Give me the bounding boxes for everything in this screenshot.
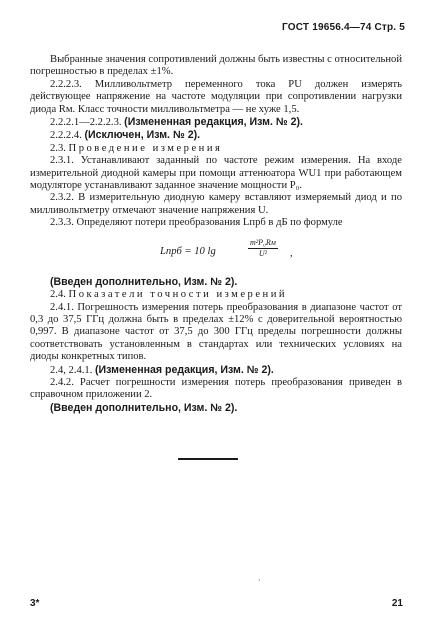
paragraph: 2.3.3. Определяют потери преобразования Lпрб в дБ по формуле <box>50 217 343 229</box>
section-heading <box>30 143 402 155</box>
amendment-note: (Измененная редакция, Изм. № 2). <box>95 363 274 376</box>
formula-fraction <box>248 238 278 259</box>
clause-number: 2.4, 2.4.1. <box>50 364 93 376</box>
footer-signature-mark: 3* <box>30 598 40 609</box>
paragraph <box>30 276 402 289</box>
amendment-note: (Введен дополнительно, Изм. № 2). <box>50 275 238 288</box>
paragraph <box>30 364 402 377</box>
amendment-note: (Исключен, Изм. № 2). <box>84 129 201 142</box>
formula-lhs: Lпрб = 10 lg <box>160 245 216 257</box>
amendment-note: (Введен дополнительно, Изм. № 2). <box>50 401 238 414</box>
section-divider <box>178 458 238 460</box>
document-body <box>30 54 402 415</box>
paragraph: Выбранные значения сопротивлений должны быть известны с относительной погрешностью в пределах ±1%. <box>30 54 402 78</box>
paragraph: 2.4.2. Расчет погрешности измерения потерь преобразования приведен в справочном приложении 2. <box>30 376 402 401</box>
paragraph: 2.3.2. В измерительную диодную камеру вставляют измеряемый диод и по милливольтметру отмечают значение напряжения U. <box>30 192 402 216</box>
paragraph <box>30 402 402 415</box>
paragraph <box>30 129 402 142</box>
formula-numerator: m²P₀Rм <box>250 237 276 247</box>
formula-denominator: U² <box>258 248 268 258</box>
section-title: Показатели точности измерений <box>68 289 288 301</box>
paragraph: 2.4.1. Погрешность измерения потерь преобразования в диапазоне частот от 0,3 до 37,5 ГГц должна быть в пределах ±12% с доверительной вероятностью 0,997. В диапазоне частот от 37,5 до 300 ГГц пределы погрешности должны соответствовать установленным в стандартах или технических условиях на диоды конкретных типов. <box>30 301 402 363</box>
formula <box>30 234 402 270</box>
amendment-note: (Измененная редакция, Изм. № 2). <box>124 116 303 129</box>
section-number: 2.3. <box>50 142 66 154</box>
formula-trail: , <box>290 247 293 259</box>
section-heading <box>30 289 402 301</box>
page-number: 21 <box>391 598 403 609</box>
clause-number: 2.2.2.4. <box>50 130 82 142</box>
paragraph: 2.2.2.3. Милливольтметр переменного тока PU должен измерять действующее напряжение на частоте модуляции при сопротивлении нагрузки диода Rм. Класс точности милливольтметра — не хуже 1,5. <box>30 78 402 115</box>
clause-number: 2.2.2.1—2.2.2.3. <box>50 117 122 129</box>
stray-dot: · <box>258 576 261 585</box>
section-number: 2.4. <box>50 289 66 301</box>
section-title: Проведение измерения <box>68 142 223 154</box>
page-header: ГОСТ 19656.4—74 Стр. 5 <box>282 22 405 33</box>
paragraph <box>30 116 402 129</box>
paragraph: 2.3.1. Устанавливают заданный по частоте режим измерения. На входе измерительной диодной камеры при помощи аттенюатора WU1 при работающем модуляторе устанавливают заданное значение мощности P₀. <box>30 155 402 192</box>
